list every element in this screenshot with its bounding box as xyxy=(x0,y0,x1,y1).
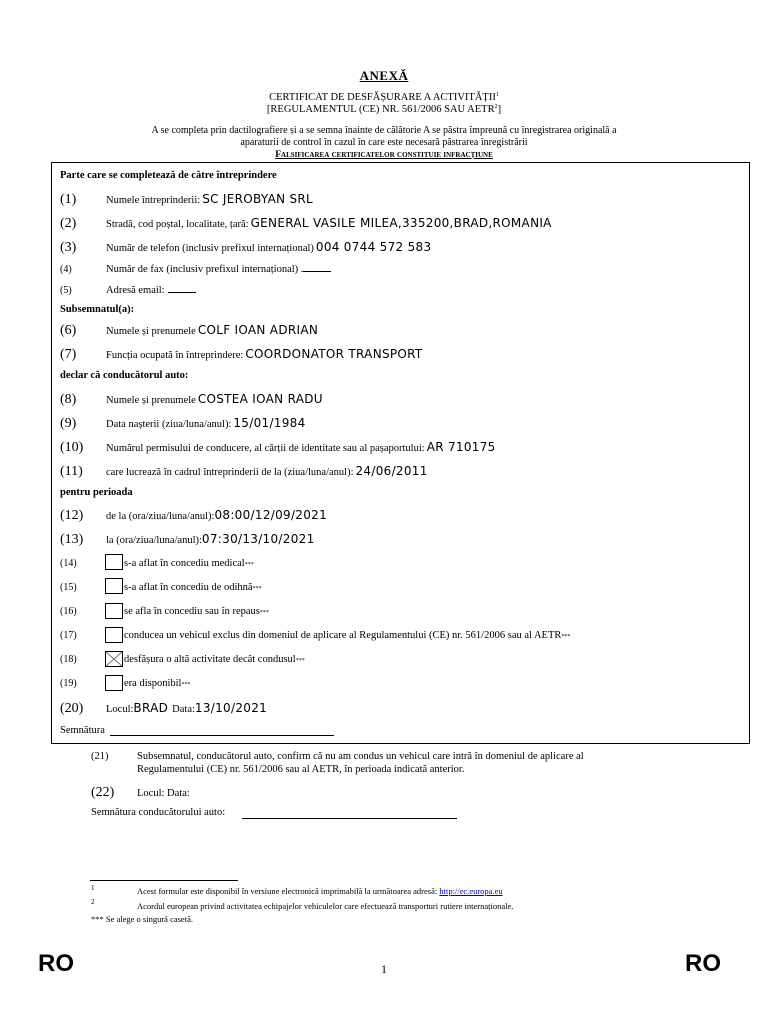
single-choice-mark: *** xyxy=(244,562,254,568)
field-label: Număr de telefon (inclusiv prefixul internațional) xyxy=(106,243,314,254)
field-address xyxy=(60,216,552,232)
field-label: Data nașterii (ziua/luna/anul): xyxy=(106,419,232,430)
undersigned-section-heading: Subsemnatul(a): xyxy=(60,304,135,315)
field-signature xyxy=(60,725,105,736)
field-number: (14) xyxy=(60,558,77,569)
field-number: (15) xyxy=(60,582,77,593)
single-choice-mark: *** xyxy=(295,658,305,664)
field-employment-date xyxy=(60,464,428,480)
field-number-21: (21) xyxy=(91,751,109,762)
field-fax xyxy=(60,263,331,275)
field-number: (19) xyxy=(60,678,77,689)
regulation-text: [REGULAMENTUL (CE) NR. 561/2006 SAU AETR xyxy=(266,104,495,115)
checkbox-label: desfășura o altă activitate decât condusul xyxy=(124,654,296,665)
field-period-to xyxy=(60,532,315,548)
footnote-1 xyxy=(137,886,503,896)
footnote-separator xyxy=(90,880,238,881)
single-choice-mark: *** xyxy=(181,682,191,688)
field-license-number xyxy=(60,440,496,456)
company-name-value[interactable]: SC JEROBYAN SRL xyxy=(202,192,314,206)
field-number: (17) xyxy=(60,630,77,641)
period-to-value[interactable]: 07:30/13/10/2021 xyxy=(201,532,315,546)
field-label: Număr de fax (inclusiv prefixul internațional) . xyxy=(106,264,304,275)
footnote-ref-2: 2 xyxy=(494,104,498,110)
driver-confirmation-line-1: Subsemnatul, conducătorul auto, confirm că nu am condus un vehicul care intră în domeniul de aplicare al xyxy=(137,751,584,762)
checkbox-label: era disponibil xyxy=(124,678,182,689)
field-label: Funcția ocupată în întreprindere: xyxy=(106,350,244,361)
option-annual-leave xyxy=(60,582,262,593)
checkbox-label: se afla în concediu sau în repaus xyxy=(124,606,260,617)
date-label: Data: xyxy=(172,704,195,715)
option-excluded-vehicle xyxy=(60,630,570,641)
option-other-activity xyxy=(60,654,305,665)
field-number: (11) xyxy=(60,464,83,479)
field-period-from xyxy=(60,508,327,524)
field-number: (9) xyxy=(60,416,77,431)
license-number-value[interactable]: AR 710175 xyxy=(426,440,496,454)
field-number: (1) xyxy=(60,192,77,207)
field-place-date xyxy=(60,701,267,717)
footnote-ref-1: 1 xyxy=(495,92,499,98)
regulation-reference xyxy=(0,104,768,115)
field-number: (13) xyxy=(60,532,84,547)
field-number: (8) xyxy=(60,392,77,407)
driver-place-date-label[interactable]: Locul: Data: xyxy=(137,788,190,799)
driver-signature-line[interactable] xyxy=(242,818,457,819)
option-leave-or-rest xyxy=(60,606,269,617)
footnote-3-text: *** Se alege o singură casetă. xyxy=(91,914,193,924)
language-code-left: RO xyxy=(38,950,74,977)
field-label: Stradă, cod poștal, localitate, țară: xyxy=(106,219,249,230)
undersigned-name-value[interactable]: COLF IOAN ADRIAN xyxy=(197,323,319,337)
field-label: de la (ora/ziua/luna/anul): xyxy=(106,511,215,522)
place-label: Locul: xyxy=(106,704,134,715)
field-label: la (ora/ziua/luna/anul): xyxy=(106,535,202,546)
field-number: (5) xyxy=(60,285,72,296)
phone-value[interactable]: 004 0744 572 583 xyxy=(315,240,432,254)
footnote-2-text: Acordul european privind activitatea echipajelor vehiculelor care efectuează transporturi rutiere internaționale. xyxy=(137,901,514,911)
field-number: (6) xyxy=(60,323,77,338)
certificate-title-text: CERTIFICAT DE DESFĂȘURARE A ACTIVITĂȚII xyxy=(269,92,496,103)
single-choice-mark: *** xyxy=(252,586,262,592)
field-label: care lucrează în cadrul întreprinderii de la (ziua/luna/anul): xyxy=(106,467,354,478)
field-label: Numele întreprinderii: xyxy=(106,195,201,206)
page-title: ANEXĂ xyxy=(359,68,409,83)
field-company-name xyxy=(60,192,313,208)
field-position xyxy=(60,347,423,363)
field-number: (3) xyxy=(60,240,77,255)
footnote-number-1: 1 xyxy=(91,884,95,892)
page-number: 1 xyxy=(381,962,387,976)
email-blank-field[interactable] xyxy=(168,284,196,293)
language-code-right: RO xyxy=(685,950,721,977)
field-birth-date xyxy=(60,416,306,432)
company-section-heading: Parte care se completează de către întreprindere xyxy=(60,170,277,181)
driver-signature-label: Semnătura conducătorului auto: xyxy=(91,807,226,818)
field-number: (12) xyxy=(60,508,84,523)
birth-date-value[interactable]: 15/01/1984 xyxy=(233,416,306,430)
regulation-bracket: ] xyxy=(497,104,502,115)
forgery-warning: Falsificarea certificatelor constituie infracțiune xyxy=(275,150,493,160)
checkbox-label: conducea un vehicul exclus din domeniul de aplicare al Regulamentului (CE) nr. 561/2006 sau al AETR xyxy=(124,630,562,641)
driver-name-value[interactable]: COSTEA IOAN RADU xyxy=(197,392,323,406)
place-value[interactable]: BRAD xyxy=(133,701,169,715)
field-label: Numărul permisului de conducere, al cărții de identitate sau al pașaportului: xyxy=(106,443,425,454)
field-number: (18) xyxy=(60,654,77,665)
option-available xyxy=(60,678,190,689)
option-medical-leave xyxy=(60,558,254,569)
europa-link[interactable]: http://ec.europa.eu xyxy=(439,886,503,896)
field-number: (16) xyxy=(60,606,77,617)
field-label: Adresă email: xyxy=(106,285,165,296)
footnote-number-2: 2 xyxy=(91,898,95,906)
period-from-value[interactable]: 08:00/12/09/2021 xyxy=(214,508,328,522)
footnote-1-text: Acest formular este disponibil în versiune electronică imprimabilă la următoarea adresă: xyxy=(137,886,438,896)
instructions-line-2: aparaturii de control în cazul în care este necesară păstrarea înregistrării xyxy=(240,137,528,148)
checkbox-label: s-a aflat în concediu medical xyxy=(124,558,245,569)
certificate-title xyxy=(0,92,768,103)
field-number: (2) xyxy=(60,216,77,231)
position-value[interactable]: COORDONATOR TRANSPORT xyxy=(245,347,423,361)
period-section-heading: pentru perioada xyxy=(60,487,133,498)
single-choice-mark: *** xyxy=(259,610,269,616)
field-email xyxy=(60,284,196,296)
field-label: Numele și prenumele xyxy=(106,326,196,337)
field-label: Numele și prenumele xyxy=(106,395,196,406)
instructions-line-1: A se completa prin dactilografiere și a se semna înainte de călătorie A se păstra împreună cu înregistrarea originală a xyxy=(151,125,617,136)
field-number: (7) xyxy=(60,347,77,362)
driver-confirmation-line-2: Regulamentului (CE) nr. 561/2006 sau al AETR, în perioada indicată anterior. xyxy=(137,764,465,775)
checkbox-label: s-a aflat în concediu de odihnă xyxy=(124,582,253,593)
driver-section-heading: declar că conducătorul auto: xyxy=(60,370,189,381)
employment-date-value[interactable]: 24/06/2011 xyxy=(355,464,428,478)
signature-label: Semnătura xyxy=(60,725,105,736)
field-driver-name xyxy=(60,392,323,408)
field-undersigned-name xyxy=(60,323,318,339)
fax-blank-field[interactable] xyxy=(303,263,331,272)
signature-line[interactable] xyxy=(110,735,334,736)
field-number-22: (22) xyxy=(91,785,115,800)
field-number: (10) xyxy=(60,440,84,455)
date-value[interactable]: 13/10/2021 xyxy=(194,701,268,715)
address-value[interactable]: GENERAL VASILE MILEA,335200,BRAD,ROMANIA xyxy=(250,216,552,230)
single-choice-mark: *** xyxy=(561,634,571,640)
field-number: (4) xyxy=(60,264,72,275)
field-phone xyxy=(60,240,431,256)
field-number: (20) xyxy=(60,701,84,716)
